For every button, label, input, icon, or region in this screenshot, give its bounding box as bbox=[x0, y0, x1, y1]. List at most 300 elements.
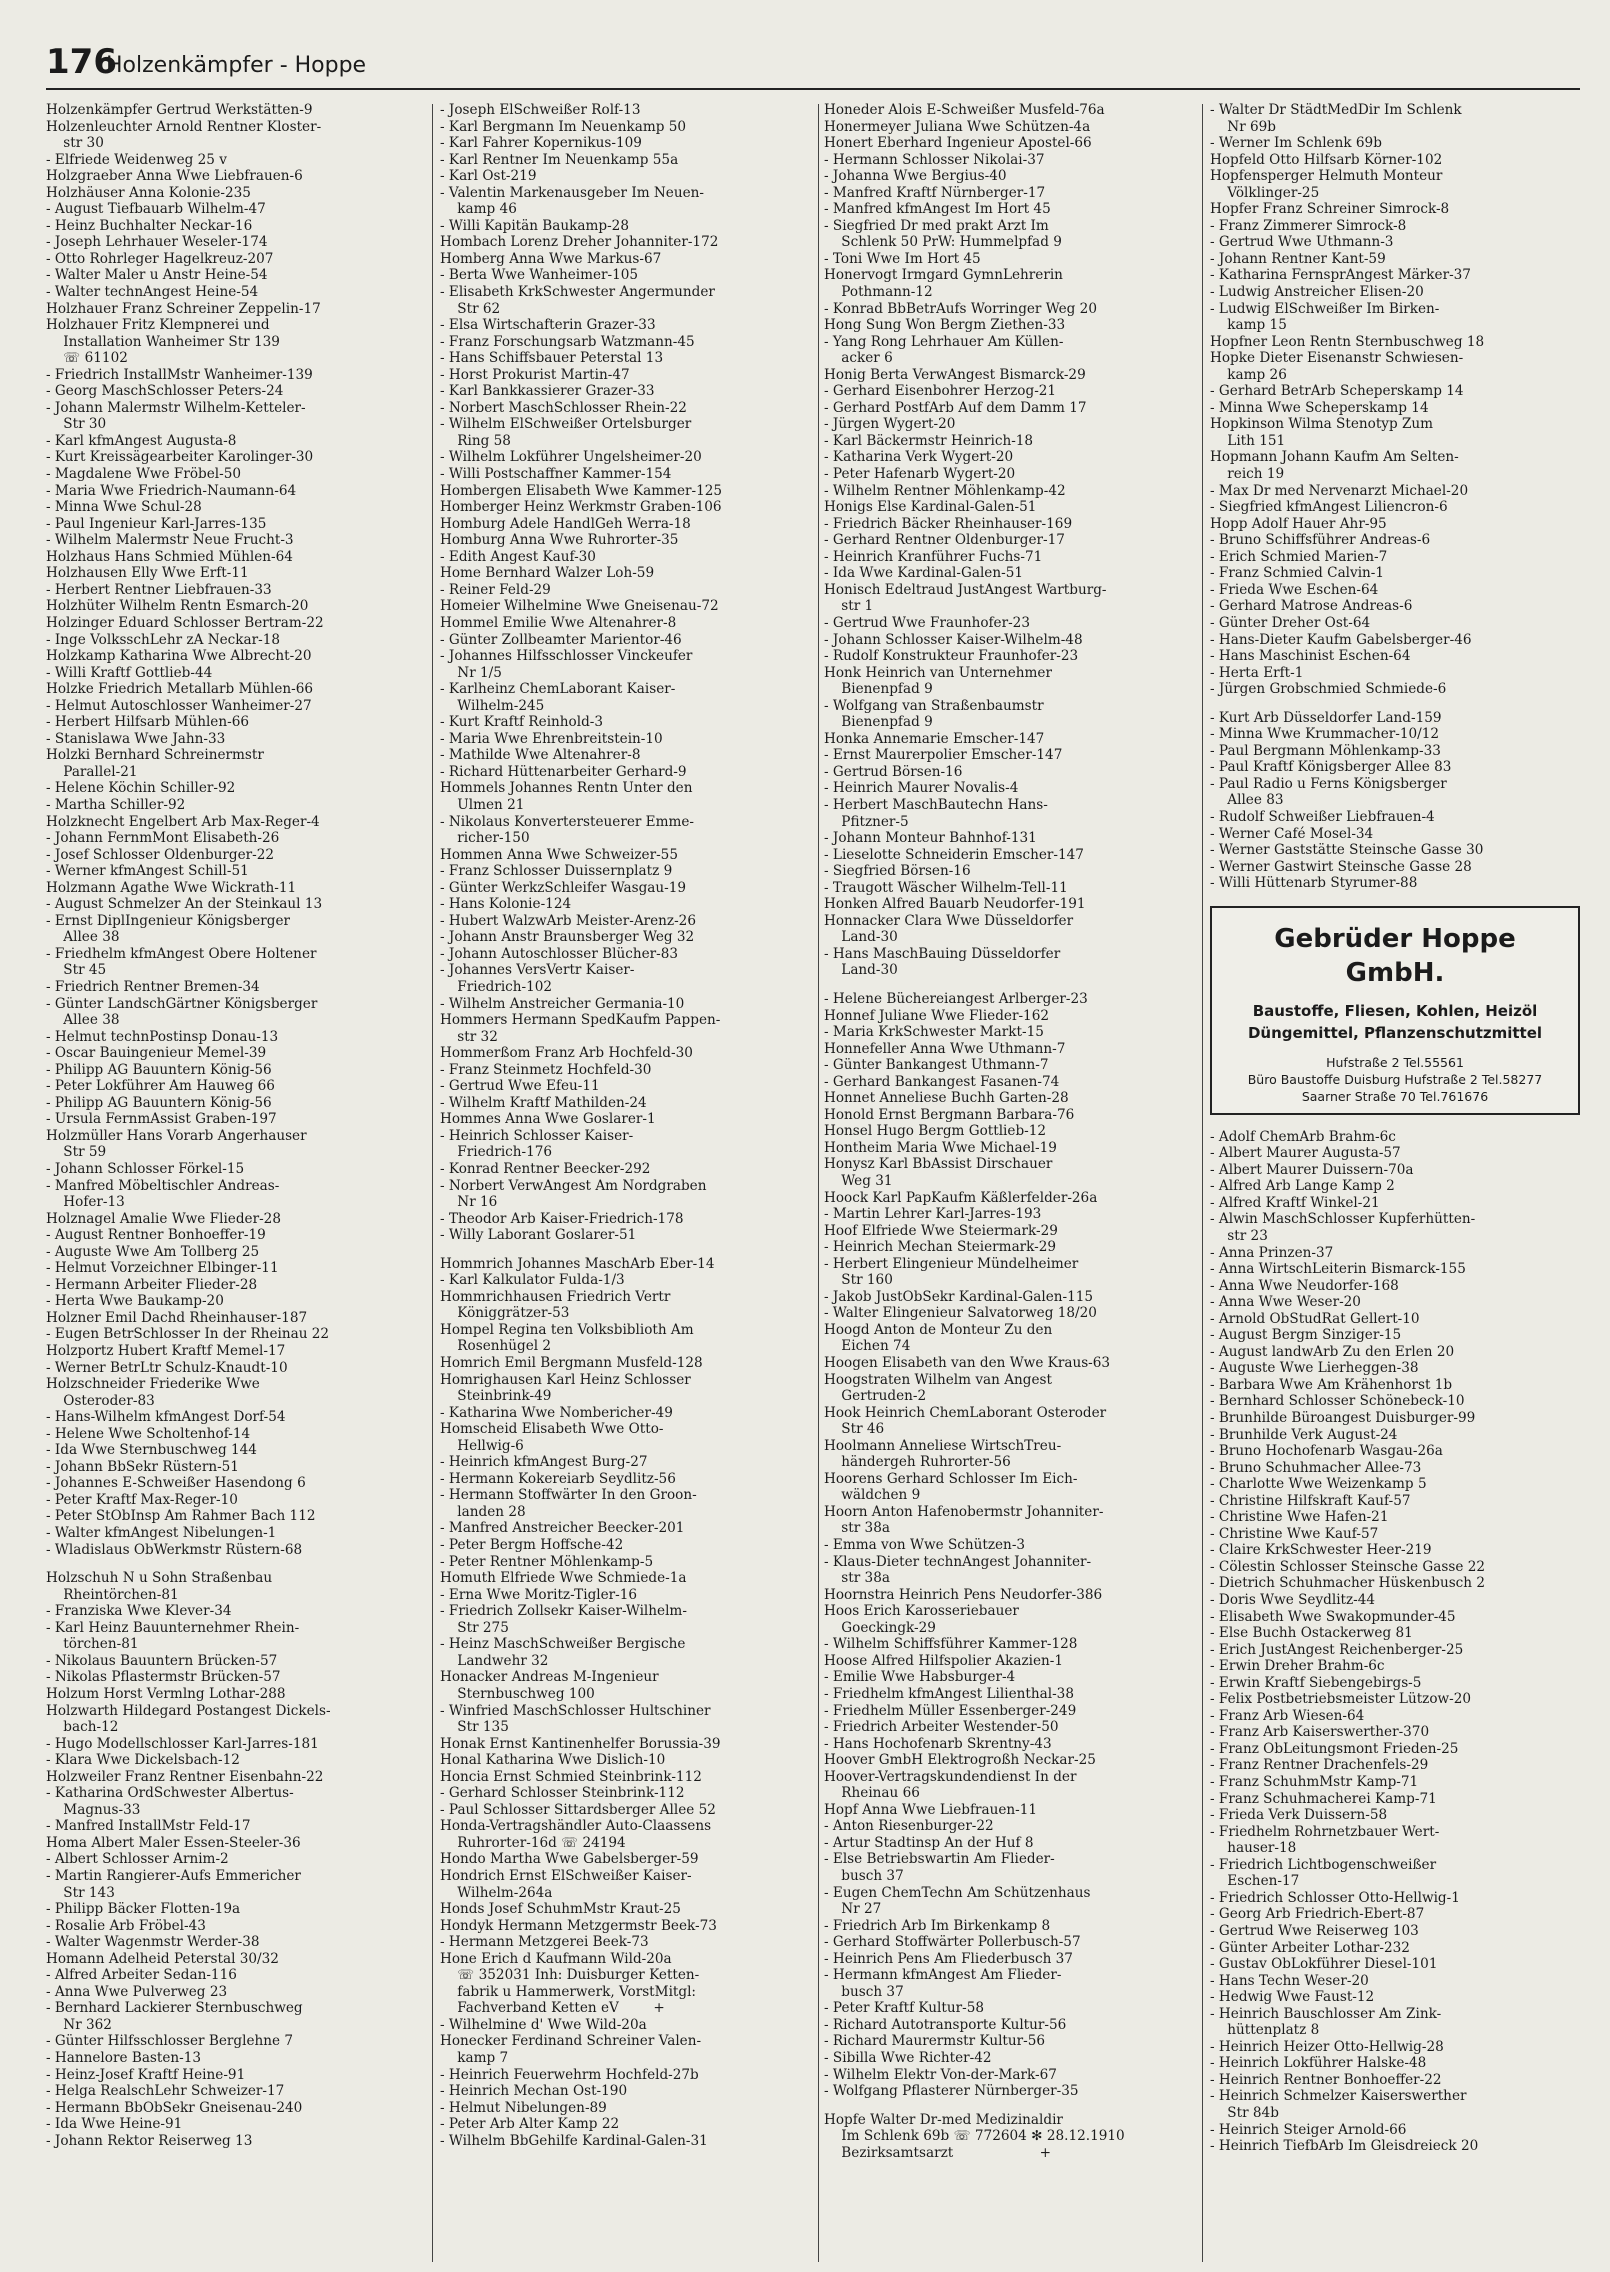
directory-entry: Honeder Alois E-Schweißer Musfeld-76a bbox=[824, 102, 1105, 118]
directory-entry: - August landwArb Zu den Erlen 20 bbox=[1210, 1343, 1455, 1360]
directory-entry: - Johann FernmMont Elisabeth-26 bbox=[46, 830, 280, 847]
directory-entry: - Norbert VerwAngest Am Nordgraben Nr 16 bbox=[440, 1177, 707, 1211]
directory-entry: - Friedrich Schlosser Otto-Hellwig-1 bbox=[1210, 1889, 1460, 1906]
directory-entry: - Friedrich Arb Im Birkenkamp 8 bbox=[824, 1917, 1051, 1934]
directory-entry: - Katharina FernsprAngest Märker-37 bbox=[1210, 267, 1471, 284]
directory-entry: - Karl Ost-219 bbox=[440, 168, 537, 185]
directory-entry: - Richard Autotransporte Kultur-56 bbox=[824, 2016, 1067, 2033]
directory-entry: Homrighausen Karl Heinz Schlosser Steinbrink-49 bbox=[440, 1371, 691, 1405]
directory-entry: - Heinz Buchhalter Neckar-16 bbox=[46, 217, 253, 234]
directory-entry: - Elisabeth KrkSchwester Angermunder Str 62 bbox=[440, 284, 715, 317]
directory-entry: - Eugen BetrSchlosser In der Rheinau 22 bbox=[46, 1326, 330, 1343]
directory-entry: - Walter Wagenmstr Werder-38 bbox=[46, 1934, 260, 1951]
directory-entry: - Barbara Wwe Am Krähenhorst 1b bbox=[1210, 1376, 1453, 1393]
directory-entry: Honal Katharina Wwe Dislich-10 bbox=[440, 1752, 666, 1769]
page-header bbox=[46, 40, 1580, 90]
directory-entry: Homburg Adele HandlGeh Werra-18 bbox=[440, 515, 691, 532]
directory-entry: - August Tiefbauarb Wilhelm-47 bbox=[46, 201, 266, 218]
directory-entry: Honermeyer Juliana Wwe Schützen-4a bbox=[824, 118, 1091, 135]
directory-entry: - Gerhard Bankangest Fasanen-74 bbox=[824, 1073, 1060, 1090]
ad-address-3: Saarner Straße 70 Tel.761676 bbox=[1301, 1088, 1489, 1104]
directory-entry: Honecker Ferdinand Schreiner Valen- kamp 7 bbox=[440, 2033, 702, 2066]
directory-entry: - Alfred Kraftf Winkel-21 bbox=[1210, 1194, 1380, 1211]
directory-entry: - Kurt Kreissägearbeiter Karolinger-30 bbox=[46, 449, 314, 466]
directory-entry: Hong Sung Won Bergm Ziethen-33 bbox=[824, 317, 1066, 334]
directory-entry: - Friedrich Arbeiter Westender-50 bbox=[824, 1719, 1059, 1736]
directory-entry: - Gertrud Wwe Reiserweg 103 bbox=[1210, 1922, 1419, 1939]
directory-entry: - Alfred Arb Lange Kamp 2 bbox=[1210, 1178, 1395, 1195]
directory-entry: Holzinger Eduard Schlosser Bertram-22 bbox=[46, 614, 324, 631]
directory-entry: - Heinz-Josef Kraftf Heine-91 bbox=[46, 2066, 246, 2083]
directory-entry: - Otto Rohrleger Hagelkreuz-207 bbox=[46, 250, 274, 267]
directory-entry: - Artur Stadtinsp An der Huf 8 bbox=[824, 1834, 1034, 1851]
directory-entry: - Hans Schiffsbauer Peterstal 13 bbox=[440, 350, 664, 367]
directory-entry: - Bruno Schuhmacher Allee-73 bbox=[1210, 1459, 1422, 1476]
directory-entry: Honds Josef SchuhmMstr Kraut-25 bbox=[440, 1901, 681, 1918]
directory-entry: - Elisabeth Wwe Swakopmunder-45 bbox=[1210, 1608, 1456, 1625]
directory-entry: - Mathilde Wwe Altenahrer-8 bbox=[440, 747, 641, 764]
directory-entry: - Hans Hochofenarb Skrentny-43 bbox=[824, 1735, 1052, 1752]
directory-entry: - Franz Schmied Calvin-1 bbox=[1210, 565, 1385, 582]
directory-entry: - Karl Rentner Im Neuenkamp 55a bbox=[440, 151, 679, 168]
directory-entry: Hommel Emilie Wwe Altenahrer-8 bbox=[440, 614, 677, 631]
directory-entry: - Martha Schiller-92 bbox=[46, 796, 186, 813]
directory-entry: Homberg Anna Wwe Markus-67 bbox=[440, 250, 662, 267]
directory-entry: - Johanna Wwe Bergius-40 bbox=[824, 168, 1007, 185]
directory-entry: Hommrich Johannes MaschArb Eber-14 bbox=[440, 1255, 715, 1272]
directory-entry: - Oscar Bauingenieur Memel-39 bbox=[46, 1045, 267, 1062]
directory-entry: - Herta Wwe Baukamp-20 bbox=[46, 1293, 224, 1310]
directory-entry: - Klaus-Dieter technAngest Johanniter- str 38a bbox=[824, 1553, 1092, 1587]
directory-entry: Holzhausen Elly Wwe Erft-11 bbox=[46, 565, 249, 582]
directory-entry: - Heinrich Feuerwehrm Hochfeld-27b bbox=[440, 2066, 699, 2083]
directory-entry: Honcia Ernst Schmied Steinbrink-112 bbox=[440, 1768, 702, 1785]
directory-entry: - Max Dr med Nervenarzt Michael-20 bbox=[1210, 482, 1469, 499]
directory-entry: - Karl Bäckermstr Heinrich-18 bbox=[824, 432, 1034, 449]
directory-entry: - Kurt Arb Düsseldorfer Land-159 bbox=[1210, 709, 1442, 726]
directory-entry: - Heinrich Rentner Bonhoeffer-22 bbox=[1210, 2071, 1442, 2088]
directory-entry: - Friedrich Bäcker Rheinhauser-169 bbox=[824, 515, 1073, 532]
directory-entry: Honnet Anneliese Buchh Garten-28 bbox=[824, 1090, 1069, 1107]
directory-entry: Hoorn Anton Hafenobermstr Johanniter- str 38a bbox=[824, 1503, 1104, 1537]
directory-entry: - Arnold ObStudRat Gellert-10 bbox=[1210, 1310, 1420, 1327]
column-divider bbox=[1202, 104, 1203, 2262]
directory-entry: - Peter Kraftf Kultur-58 bbox=[824, 2000, 984, 2017]
directory-entry: - Martin Lehrer Karl-Jarres-193 bbox=[824, 1206, 1042, 1223]
directory-entry: - Erich JustAngest Reichenberger-25 bbox=[1210, 1641, 1464, 1658]
directory-entry: - Hans Maschinist Eschen-64 bbox=[1210, 648, 1411, 665]
directory-entry: - Günter WerkzSchleifer Wasgau-19 bbox=[440, 879, 687, 896]
directory-entry: - Toni Wwe Im Hort 45 bbox=[824, 250, 981, 267]
directory-entry: - Gerhard Matrose Andreas-6 bbox=[1210, 598, 1413, 615]
directory-entry: - Karl Bergmann Im Neuenkamp 50 bbox=[440, 118, 687, 135]
page-number: 176 bbox=[46, 42, 117, 82]
directory-entry: Honervogt Irmgard GymnLehrerin Pothmann-12 bbox=[824, 267, 1063, 301]
directory-entry: - August Bergm Sinziger-15 bbox=[1210, 1327, 1402, 1344]
directory-entry: - Heinrich Mechan Steiermark-29 bbox=[824, 1239, 1057, 1256]
directory-entry: - Hermann Kokereiarb Seydlitz-56 bbox=[440, 1470, 676, 1487]
directory-column-4 bbox=[1210, 102, 1580, 2262]
directory-entry: - Heinrich Heizer Otto-Hellwig-28 bbox=[1210, 2038, 1444, 2055]
directory-entry: Honsel Hugo Bergm Gottlieb-12 bbox=[824, 1123, 1047, 1140]
directory-entry: Holzgraeber Anna Wwe Liebfrauen-6 bbox=[46, 168, 303, 185]
directory-entry: - Norbert MaschSchlosser Rhein-22 bbox=[440, 399, 687, 416]
directory-entry: - Franz Steinmetz Hochfeld-30 bbox=[440, 1061, 652, 1078]
directory-entry: - Brunhilde Verk August-24 bbox=[1210, 1426, 1398, 1443]
directory-entry: - Joseph Lehrhauer Weseler-174 bbox=[46, 234, 268, 251]
directory-entry: - Anna Wwe Weser-20 bbox=[1210, 1294, 1361, 1311]
directory-entry: Hoolmann Anneliese WirtschTreu- händergeh Ruhrorter-56 bbox=[824, 1437, 1062, 1471]
directory-entry: - Heinrich Lokführer Halske-48 bbox=[1210, 2055, 1427, 2072]
directory-entry: Holzenkämpfer Gertrud Werkstätten-9 bbox=[46, 102, 313, 118]
directory-entry: - Rudolf Konstrukteur Fraunhofer-23 bbox=[824, 648, 1079, 665]
directory-entry: Holzhäuser Anna Kolonie-235 bbox=[46, 184, 251, 201]
directory-entry: Holzke Friedrich Metallarb Mühlen-66 bbox=[46, 681, 314, 698]
directory-entry: - Erwin Dreher Brahm-6c bbox=[1210, 1658, 1385, 1675]
directory-entry: Home Bernhard Walzer Loh-59 bbox=[440, 565, 655, 582]
directory-entry: - Johann Anstr Braunsberger Weg 32 bbox=[440, 929, 695, 946]
directory-entry: - Philipp AG Bauuntern König-56 bbox=[46, 1094, 272, 1111]
directory-entry: - Johannes Hilfsschlosser Vinckeufer Nr 1/5 bbox=[440, 648, 693, 681]
directory-entry: - Heinz MaschSchweißer Bergische Landwehr 32 bbox=[440, 1636, 686, 1669]
column-divider bbox=[818, 104, 819, 2262]
directory-entry: - Wilhelm Schiffsführer Kammer-128 bbox=[824, 1636, 1078, 1653]
ad-products-line-2: Düngemittel, Pflanzenschutzmittel bbox=[1247, 1023, 1543, 1042]
directory-entry: Hommers Hermann SpedKaufm Pappen- str 32 bbox=[440, 1012, 721, 1045]
directory-entry: - Heinrich Pens Am Fliederbusch 37 bbox=[824, 1950, 1073, 1967]
directory-entry: - Konrad Rentner Beecker-292 bbox=[440, 1161, 651, 1177]
directory-entry: Honisch Edeltraud JustAngest Wartburg- str 1 bbox=[824, 581, 1107, 615]
running-head: Holzenkämpfer - Hoppe bbox=[106, 53, 367, 78]
directory-entry: - Erna Wwe Moritz-Tigler-16 bbox=[440, 1586, 638, 1603]
directory-entry: Hoover GmbH Elektrogroßh Neckar-25 bbox=[824, 1752, 1096, 1769]
directory-entry: Honken Alfred Bauarb Neudorfer-191 bbox=[824, 896, 1086, 913]
directory-entry: - Helene Büchereiangest Arlberger-23 bbox=[824, 990, 1088, 1007]
directory-entry: - Paul Schlosser Sittardsberger Allee 52 bbox=[440, 1801, 716, 1818]
directory-entry: - Christine Wwe Kauf-57 bbox=[1210, 1525, 1379, 1542]
directory-entry: - Heinrich Steiger Arnold-66 bbox=[1210, 2121, 1407, 2138]
ad-legal-form: GmbH. bbox=[1345, 957, 1445, 988]
directory-entry: - Else Betriebswartin Am Flieder- busch 37 bbox=[824, 1851, 1055, 1884]
directory-entry: - Theodor Arb Kaiser-Friedrich-178 bbox=[440, 1210, 684, 1227]
directory-entry: Homa Albert Maler Essen-Steeler-36 bbox=[46, 1834, 301, 1851]
directory-entry: - Albert Maurer Augusta-57 bbox=[1210, 1145, 1401, 1162]
directory-entry: - Lieselotte Schneiderin Emscher-147 bbox=[824, 846, 1084, 863]
directory-entry: Hombach Lorenz Dreher Johanniter-172 bbox=[440, 234, 719, 251]
directory-entry: - Paul Ingenieur Karl-Jarres-135 bbox=[46, 515, 267, 532]
directory-entry: - Wilhelm ElSchweißer Ortelsburger Ring 58 bbox=[440, 416, 692, 449]
directory-entry: - Klara Wwe Dickelsbach-12 bbox=[46, 1752, 240, 1769]
directory-entry: - Nikolaus Konvertersteuerer Emme- richer-150 bbox=[440, 813, 695, 847]
directory-entry: - Walter Elingenieur Salvatorweg 18/20 bbox=[824, 1305, 1097, 1322]
directory-entry: - Ida Wwe Heine-91 bbox=[46, 2116, 183, 2133]
directory-entry: - Heinrich Schlosser Kaiser- Friedrich-176 bbox=[440, 1127, 634, 1161]
directory-entry: - Else Buchh Ostackerweg 81 bbox=[1210, 1625, 1413, 1642]
directory-entry: - Friedhelm kfmAngest Obere Holtener Str 45 bbox=[46, 945, 317, 979]
directory-entry: Hook Heinrich ChemLaborant Osteroder Str 46 bbox=[824, 1404, 1107, 1438]
directory-entry: - Willy Laborant Goslarer-51 bbox=[440, 1227, 637, 1244]
directory-entry: - Friedhelm Rohrnetzbauer Wert- hauser-18 bbox=[1210, 1823, 1440, 1857]
directory-entry: Hone Erich d Kaufmann Wild-20a ☏ 352031 Inh: Duisburger Ketten- fabrik u Hammerwerk, VorstMitgl: Fachverband Ketten eV + bbox=[440, 1950, 700, 2017]
directory-entry: Hopf Anna Wwe Liebfrauen-11 bbox=[824, 1801, 1038, 1818]
directory-entry: - Johann Rentner Kant-59 bbox=[1210, 250, 1386, 267]
column-divider bbox=[432, 104, 433, 2262]
directory-entry: - Hermann Metzgerei Beek-73 bbox=[440, 1934, 649, 1951]
directory-entry: - Werner kfmAngest Schill-51 bbox=[46, 863, 249, 880]
directory-entry: - Wladislaus ObWerkmstr Rüstern-68 bbox=[46, 1541, 303, 1558]
directory-entry: - Friedhelm kfmAngest Lilienthal-38 bbox=[824, 1685, 1074, 1702]
directory-entry: - Heinrich Bauschlosser Am Zink- hüttenplatz 8 bbox=[1210, 2005, 1442, 2039]
directory-entry: - Stanislawa Wwe Jahn-33 bbox=[46, 730, 226, 747]
directory-entry: Holzner Emil Dachd Rheinhauser-187 bbox=[46, 1309, 308, 1326]
directory-entry: - Johannes E-Schweißer Hasendong 6 bbox=[46, 1475, 306, 1492]
directory-entry: Hoornstra Heinrich Pens Neudorfer-386 bbox=[824, 1586, 1103, 1603]
directory-entry: - Anna WirtschLeiterin Bismarck-155 bbox=[1210, 1261, 1466, 1278]
directory-entry: - Gerhard Stoffwärter Pollerbusch-57 bbox=[824, 1934, 1081, 1951]
directory-entry: - Karl Fahrer Kopernikus-109 bbox=[440, 135, 642, 152]
directory-entry: Hoock Karl PapKaufm Käßlerfelder-26a bbox=[824, 1189, 1098, 1206]
directory-entry: Hopfner Leon Rentn Sternbuschweg 18 bbox=[1210, 333, 1485, 350]
directory-entry: - Hans Techn Weser-20 bbox=[1210, 1972, 1369, 1989]
directory-entry: Hontheim Maria Wwe Michael-19 bbox=[824, 1139, 1057, 1156]
directory-entry: - Ida Wwe Sternbuschweg 144 bbox=[46, 1442, 257, 1459]
directory-entry: - Peter Lokführer Am Hauweg 66 bbox=[46, 1078, 275, 1095]
directory-entry: - Franz Arb Wiesen-64 bbox=[1210, 1707, 1365, 1724]
entry-gap bbox=[824, 2100, 1194, 2112]
directory-entry: - Ursula FernmAssist Graben-197 bbox=[46, 1111, 277, 1128]
directory-entry: - Anna Wwe Pulverweg 23 bbox=[46, 1983, 228, 2000]
directory-entry: - Hans-Dieter Kaufm Gabelsberger-46 bbox=[1210, 631, 1472, 648]
directory-entry: - Siegfried Dr med prakt Arzt Im Schlenk 50 PrW: Hummelpfad 9 bbox=[824, 217, 1062, 251]
directory-entry: - Walter Maler u Anstr Heine-54 bbox=[46, 267, 268, 284]
directory-entry: - Ludwig ElSchweißer Im Birken- kamp 15 bbox=[1210, 300, 1440, 334]
directory-entry: - Siegfried kfmAngest Liliencron-6 bbox=[1210, 499, 1448, 516]
directory-entry: - Paul Kraftf Königsberger Allee 83 bbox=[1210, 759, 1452, 776]
directory-entry: Honka Annemarie Emscher-147 bbox=[824, 730, 1045, 747]
directory-entry: Hoof Elfriede Wwe Steiermark-29 bbox=[824, 1222, 1058, 1239]
directory-entry: - Günter Bankangest Uthmann-7 bbox=[824, 1057, 1049, 1074]
directory-entry: Homburg Anna Wwe Ruhrorter-35 bbox=[440, 532, 679, 549]
directory-entry: - Heinrich kfmAngest Burg-27 bbox=[440, 1454, 648, 1471]
directory-entry: - Gertrud Wwe Uthmann-3 bbox=[1210, 234, 1394, 251]
directory-entry: - Brunhilde Büroangest Duisburger-99 bbox=[1210, 1410, 1476, 1426]
directory-entry: - Wilhelmine d' Wwe Wild-20a bbox=[440, 2016, 647, 2033]
directory-entry: - Helmut Vorzeichner Elbinger-11 bbox=[46, 1260, 279, 1277]
directory-entry: - Johannes VersVertr Kaiser- Friedrich-102 bbox=[440, 962, 635, 995]
directory-entry: - Manfred kfmAngest Im Hort 45 bbox=[824, 201, 1051, 218]
directory-entry: Honnefeller Anna Wwe Uthmann-7 bbox=[824, 1040, 1066, 1057]
directory-entry: Holzportz Hubert Kraftf Memel-17 bbox=[46, 1343, 286, 1360]
directory-entry: - Hermann BbObSekr Gneisenau-240 bbox=[46, 2099, 303, 2116]
directory-entry: Homscheid Elisabeth Wwe Otto- Hellwig-6 bbox=[440, 1421, 664, 1454]
directory-entry: - Werner Café Mosel-34 bbox=[1210, 825, 1374, 842]
directory-entry: - Anna Prinzen-37 bbox=[1210, 1244, 1334, 1261]
directory-entry: - Berta Wwe Wanheimer-105 bbox=[440, 267, 639, 284]
directory-entry: - Walter kfmAngest Nibelungen-1 bbox=[46, 1525, 277, 1542]
directory-entry: - Franz Schlosser Duissernplatz 9 bbox=[440, 863, 673, 880]
directory-entry: - Friedrich Zollsekr Kaiser-Wilhelm- Str 275 bbox=[440, 1603, 687, 1636]
directory-entry: - Ernst DiplIngenieur Königsberger Allee 38 bbox=[46, 912, 290, 946]
directory-entry: Honert Eberhard Ingenieur Apostel-66 bbox=[824, 135, 1092, 152]
directory-entry: Hopp Adolf Hauer Ahr-95 bbox=[1210, 515, 1387, 532]
directory-entry: - Johann Monteur Bahnhof-131 bbox=[824, 830, 1037, 847]
directory-entry: - Maria KrkSchwester Markt-15 bbox=[824, 1024, 1044, 1041]
directory-entry: - Philipp Bäcker Flotten-19a bbox=[46, 1901, 241, 1918]
directory-entry: - Elsa Wirtschafterin Grazer-33 bbox=[440, 317, 656, 334]
directory-entry: - Heinrich TiefbArb Im Gleisdreieck 20 bbox=[1210, 2138, 1479, 2155]
directory-entry: - Christine Wwe Hafen-21 bbox=[1210, 1509, 1389, 1526]
directory-entry: - Bernhard Schlosser Schönebeck-10 bbox=[1210, 1393, 1465, 1410]
directory-entry: - Katharina Wwe Nombericher-49 bbox=[440, 1404, 673, 1421]
directory-entry: Honnef Juliane Wwe Flieder-162 bbox=[824, 1007, 1050, 1024]
directory-entry: - Rosalie Arb Fröbel-43 bbox=[46, 1917, 206, 1934]
directory-entry: - Cölestin Schlosser Steinsche Gasse 22 bbox=[1210, 1558, 1485, 1575]
directory-entry: - Walter Dr StädtMedDir Im Schlenk Nr 69b bbox=[1210, 102, 1462, 135]
directory-entry: - Hans MaschBauing Düsseldorfer Land-30 bbox=[824, 945, 1061, 979]
directory-entry: - Helga RealschLehr Schweizer-17 bbox=[46, 2083, 285, 2100]
directory-entry: - Doris Wwe Seydlitz-44 bbox=[1210, 1592, 1376, 1609]
directory-entry: - Gertrud Wwe Efeu-11 bbox=[440, 1078, 600, 1095]
directory-entry: - Hermann kfmAngest Am Flieder- busch 37 bbox=[824, 1967, 1062, 2000]
directory-entry: Honacker Andreas M-Ingenieur Sternbuschweg 100 bbox=[440, 1669, 659, 1702]
directory-entry: - Hedwig Wwe Faust-12 bbox=[1210, 1989, 1375, 2006]
directory-entry: Hondrich Ernst ElSchweißer Kaiser- Wilhelm-264a bbox=[440, 1867, 692, 1901]
directory-entry: - Traugott Wäscher Wilhelm-Tell-11 bbox=[824, 879, 1068, 896]
directory-entry: - Peter StObInsp Am Rahmer Bach 112 bbox=[46, 1508, 316, 1525]
directory-entry: - Gerhard PostfArb Auf dem Damm 17 bbox=[824, 399, 1087, 416]
directory-entry: Hoogd Anton de Monteur Zu den Eichen 74 bbox=[824, 1321, 1053, 1355]
directory-entry: - Hermann Arbeiter Flieder-28 bbox=[46, 1276, 258, 1293]
directory-entry: - Günter Arbeiter Lothar-232 bbox=[1210, 1939, 1410, 1956]
directory-entry: - Bernhard Lackierer Sternbuschweg Nr 362 bbox=[46, 2000, 303, 2033]
directory-entry: - Heinrich Maurer Novalis-4 bbox=[824, 780, 1019, 797]
directory-entry: - Minna Wwe Scheperskamp 14 bbox=[1210, 399, 1429, 416]
directory-entry: Hopfer Franz Schreiner Simrock-8 bbox=[1210, 201, 1450, 218]
directory-entry: Hopkinson Wilma Stenotyp Zum Lith 151 bbox=[1210, 416, 1434, 449]
directory-entry: - Wilhelm Malermstr Neue Frucht-3 bbox=[46, 532, 294, 549]
directory-entry: - Claire KrkSchwester Heer-219 bbox=[1210, 1542, 1432, 1559]
directory-entry: - Gerhard Schlosser Steinbrink-112 bbox=[440, 1785, 685, 1802]
directory-entry: - Manfred Anstreicher Beecker-201 bbox=[440, 1520, 685, 1537]
directory-entry: - Johann Schlosser Förkel-15 bbox=[46, 1161, 245, 1177]
directory-column-1 bbox=[46, 102, 424, 2262]
directory-entry: - Sibilla Wwe Richter-42 bbox=[824, 2049, 992, 2066]
directory-entry: - Franz Rentner Drachenfels-29 bbox=[1210, 1757, 1429, 1774]
directory-entry: - Wilhelm Rentner Möhlenkamp-42 bbox=[824, 482, 1066, 499]
directory-entry: - Manfred Möbeltischler Andreas- Hofer-13 bbox=[46, 1177, 280, 1211]
directory-entry: - Friedhelm Müller Essenberger-249 bbox=[824, 1702, 1077, 1719]
directory-entry: - Johann Rektor Reiserweg 13 bbox=[46, 2132, 253, 2149]
directory-entry: Hommrichhausen Friedrich Vertr Königgrätzer-53 bbox=[440, 1288, 671, 1322]
directory-entry: - Maria Wwe Friedrich-Naumann-64 bbox=[46, 482, 297, 499]
directory-entry: Holzenleuchter Arnold Rentner Kloster- str 30 bbox=[46, 118, 322, 152]
directory-entry: - Bruno Schiffsführer Andreas-6 bbox=[1210, 532, 1431, 549]
directory-entry: - Ludwig Anstreicher Elisen-20 bbox=[1210, 284, 1424, 301]
directory-entry: - Auguste Wwe Lierheggen-38 bbox=[1210, 1360, 1419, 1377]
directory-entry: - Magdalene Wwe Fröbel-50 bbox=[46, 466, 242, 483]
directory-entry: - Karl kfmAngest Augusta-8 bbox=[46, 432, 237, 449]
advertisement-box bbox=[1210, 906, 1580, 1115]
directory-entry: - Herbert Rentner Liebfrauen-33 bbox=[46, 581, 272, 598]
directory-entry: Holzhüter Wilhelm Rentn Esmarch-20 bbox=[46, 598, 309, 615]
ad-products-line-1: Baustoffe, Fliesen, Kohlen, Heizöl bbox=[1252, 1001, 1538, 1020]
directory-entry: Hommels Johannes Rentn Unter den Ulmen 21 bbox=[440, 780, 693, 813]
directory-entry: Holzschuh N u Sohn Straßenbau Rheintörchen-81 bbox=[46, 1570, 273, 1603]
directory-entry: Honak Ernst Kantinenhelfer Borussia-39 bbox=[440, 1735, 721, 1752]
directory-entry: - Edith Angest Kauf-30 bbox=[440, 548, 596, 565]
directory-entry: - Wilhelm Lokführer Ungelsheimer-20 bbox=[440, 449, 702, 466]
directory-entry: - Hermann Schlosser Nikolai-37 bbox=[824, 151, 1045, 168]
directory-entry: Hopfensperger Helmuth Monteur Völklinger-25 bbox=[1210, 168, 1443, 201]
directory-entry: - Erwin Kraftf Siebengebirgs-5 bbox=[1210, 1674, 1422, 1691]
directory-entry: - Nikolas Pflastermstr Brücken-57 bbox=[46, 1669, 281, 1686]
directory-entry: - Wolfgang van Straßenbaumstr Bienenpfad 9 bbox=[824, 697, 1044, 731]
directory-entry: Hommes Anna Wwe Goslarer-1 bbox=[440, 1111, 656, 1128]
directory-entry: - Inge VolksschLehr zA Neckar-18 bbox=[46, 631, 280, 648]
directory-entry: - Heinrich Mechan Ost-190 bbox=[440, 2083, 628, 2100]
directory-entry: Holzmüller Hans Vorarb Angerhauser Str 59 bbox=[46, 1127, 307, 1161]
directory-entry: - Nikolaus Bauuntern Brücken-57 bbox=[46, 1652, 278, 1669]
directory-entry: Homrich Emil Bergmann Musfeld-128 bbox=[440, 1355, 703, 1372]
directory-entry: - Gertrud Börsen-16 bbox=[824, 763, 963, 780]
directory-entry: Honigs Else Kardinal-Galen-51 bbox=[824, 499, 1037, 516]
directory-entry: Homeier Wilhelmine Wwe Gneisenau-72 bbox=[440, 598, 719, 615]
directory-entry: - Wilhelm BbGehilfe Kardinal-Galen-31 bbox=[440, 2132, 708, 2149]
directory-entry: - Katharina Verk Wygert-20 bbox=[824, 449, 1014, 466]
directory-entry: - Christine Hilfskraft Kauf-57 bbox=[1210, 1492, 1411, 1509]
directory-entry: - Yang Rong Lehrhauer Am Küllen- acker 6 bbox=[824, 333, 1064, 367]
directory-entry: - Herbert MaschBautechn Hans- Pfitzner-5 bbox=[824, 796, 1048, 830]
directory-entry: - Franziska Wwe Klever-34 bbox=[46, 1603, 232, 1620]
directory-entry: - Johann BbSekr Rüstern-51 bbox=[46, 1458, 239, 1475]
directory-entry: - Joseph ElSchweißer Rolf-13 bbox=[440, 102, 641, 118]
directory-entry: - Heinrich Schmelzer Kaiserswerther Str 84b bbox=[1210, 2088, 1467, 2121]
directory-entry: - Horst Prokurist Martin-47 bbox=[440, 366, 630, 383]
directory-entry: - Dietrich Schuhmacher Hüskenbusch 2 bbox=[1210, 1575, 1486, 1592]
directory-entry: - Adolf ChemArb Brahm-6c bbox=[1210, 1128, 1396, 1145]
directory-entry: Holzweiler Franz Rentner Eisenbahn-22 bbox=[46, 1768, 324, 1785]
directory-entry: Holzkamp Katharina Wwe Albrecht-20 bbox=[46, 648, 312, 665]
directory-entry: - Willi Kraftf Gottlieb-44 bbox=[46, 664, 213, 681]
directory-entry: Honig Berta VerwAngest Bismarck-29 bbox=[824, 366, 1086, 383]
entry-gap bbox=[46, 1558, 424, 1570]
directory-entry: - Wolfgang Pflasterer Nürnberger-35 bbox=[824, 2083, 1079, 2100]
entry-gap bbox=[440, 1244, 814, 1256]
entry-gap bbox=[824, 979, 1194, 991]
directory-entry: - Ernst Maurerpolier Emscher-147 bbox=[824, 747, 1063, 764]
directory-entry: - Hans-Wilhelm kfmAngest Dorf-54 bbox=[46, 1409, 286, 1426]
directory-entry: - Franz Zimmerer Simrock-8 bbox=[1210, 217, 1407, 234]
directory-entry: Hoorens Gerhard Schlosser Im Eich- wäldchen 9 bbox=[824, 1470, 1078, 1504]
directory-entry: - Willi Kapitän Baukamp-28 bbox=[440, 217, 629, 234]
directory-entry: Hompel Regina ten Volksbiblioth Am Rosenhügel 2 bbox=[440, 1321, 694, 1355]
directory-entry: - Ida Wwe Kardinal-Galen-51 bbox=[824, 565, 1023, 582]
directory-entry: - Karl Bankkassierer Grazer-33 bbox=[440, 383, 655, 400]
directory-entry: - Alfred Arbeiter Sedan-116 bbox=[46, 1967, 237, 1984]
directory-entry: - Paul Radio u Ferns Königsberger Allee 83 bbox=[1210, 775, 1447, 809]
directory-entry: - Günter Dreher Ost-64 bbox=[1210, 614, 1371, 631]
directory-entry: - August Schmelzer An der Steinkaul 13 bbox=[46, 896, 323, 913]
directory-entry: - Peter Kraftf Max-Reger-10 bbox=[46, 1491, 238, 1508]
directory-entry: - Manfred Kraftf Nürnberger-17 bbox=[824, 184, 1046, 201]
directory-entry: Homberger Heinz Werkmstr Graben-106 bbox=[440, 499, 722, 516]
directory-entry: - Kurt Kraftf Reinhold-3 bbox=[440, 714, 604, 731]
directory-entry: Holzki Bernhard Schreinermstr Parallel-21 bbox=[46, 747, 264, 780]
ad-company-name: Gebrüder Hoppe bbox=[1274, 923, 1516, 954]
directory-entry: Hondyk Hermann Metzgermstr Beek-73 bbox=[440, 1917, 717, 1934]
directory-entry: - Minna Wwe Krummacher-10/12 bbox=[1210, 726, 1440, 743]
directory-entry: Hombergen Elisabeth Wwe Kammer-125 bbox=[440, 482, 723, 499]
